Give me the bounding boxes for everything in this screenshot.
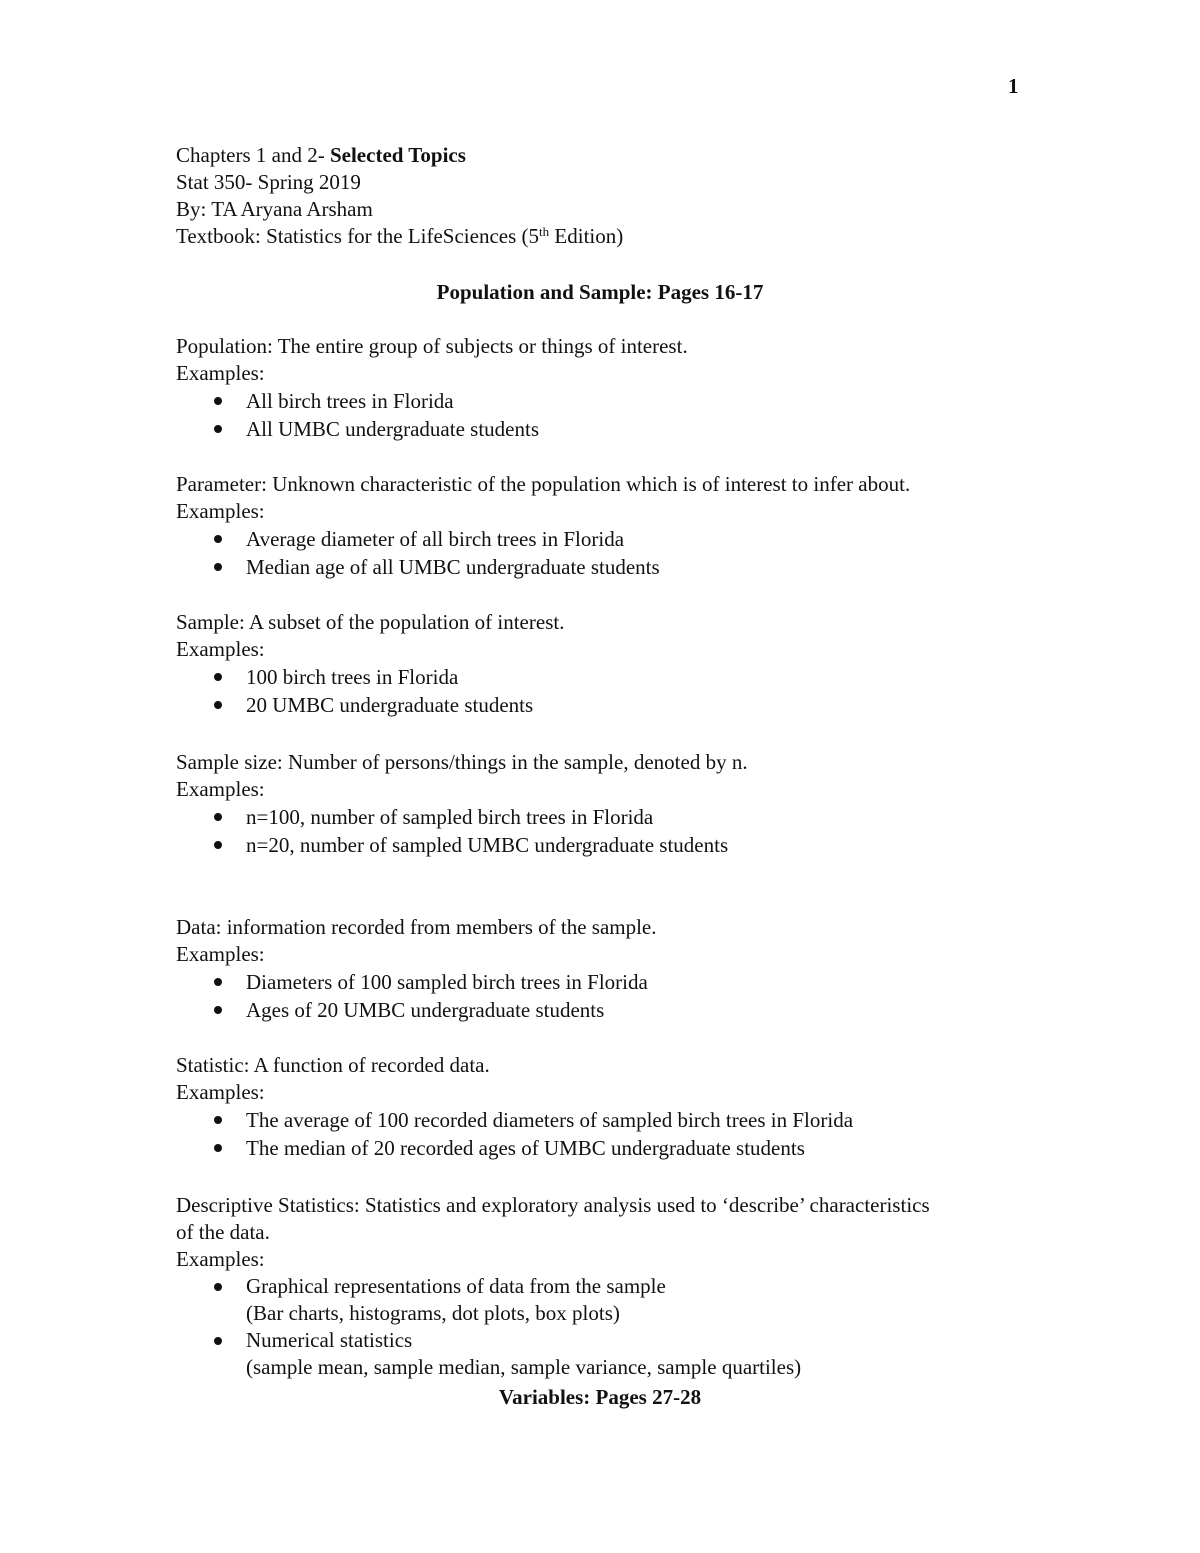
section-parameter bbox=[176, 471, 1036, 581]
list-item-text: Average diameter of all birch trees in Florida bbox=[246, 527, 625, 551]
list-item-text: 20 UMBC undergraduate students bbox=[246, 693, 534, 717]
list-item bbox=[176, 1106, 1036, 1134]
list-item-text: Median age of all UMBC undergraduate students bbox=[246, 555, 660, 579]
bullet-icon bbox=[214, 978, 222, 986]
bullet-icon bbox=[214, 1337, 222, 1345]
examples-label: Examples: bbox=[176, 637, 265, 661]
bullet-icon bbox=[214, 425, 222, 433]
list-item-text: Ages of 20 UMBC undergraduate students bbox=[246, 998, 605, 1022]
list-item bbox=[176, 691, 1036, 719]
population-definition: Population: The entire group of subjects or things of interest. bbox=[176, 334, 688, 358]
heading-population-sample: Population and Sample: Pages 16-17 bbox=[436, 280, 764, 304]
bullet-icon bbox=[214, 1283, 222, 1291]
bullet-list bbox=[176, 525, 1036, 581]
section-statistic bbox=[176, 1052, 1036, 1162]
list-item bbox=[176, 415, 1036, 443]
bullet-icon bbox=[214, 1144, 222, 1152]
descriptive-definition-line2: of the data. bbox=[176, 1220, 270, 1244]
bullet-list bbox=[176, 1273, 1036, 1381]
bullet-list bbox=[176, 663, 1036, 719]
list-item-text: The median of 20 recorded ages of UMBC undergraduate students bbox=[246, 1136, 805, 1160]
descriptive-definition-line1: Descriptive Statistics: Statistics and exploratory analysis used to ‘describe’ characteristics bbox=[176, 1193, 930, 1217]
bullet-icon bbox=[214, 673, 222, 681]
bullet-icon bbox=[214, 1116, 222, 1124]
section-sample-size bbox=[176, 749, 1036, 859]
list-item-text: n=100, number of sampled birch trees in Florida bbox=[246, 805, 654, 829]
bullet-list bbox=[176, 1106, 1036, 1162]
list-item bbox=[176, 663, 1036, 691]
list-item-text: The average of 100 recorded diameters of sampled birch trees in Florida bbox=[246, 1108, 854, 1132]
examples-label: Examples: bbox=[176, 942, 265, 966]
list-item bbox=[176, 968, 1036, 996]
statistic-definition: Statistic: A function of recorded data. bbox=[176, 1053, 490, 1077]
document-header bbox=[176, 142, 623, 250]
sample-size-definition: Sample size: Number of persons/things in the sample, denoted by n. bbox=[176, 750, 748, 774]
section-population bbox=[176, 333, 1036, 443]
list-item bbox=[176, 525, 1036, 553]
textbook-prefix: Textbook: Statistics for the LifeSciences (5 bbox=[176, 224, 540, 248]
section-descriptive-statistics bbox=[176, 1192, 1036, 1381]
bullet-list bbox=[176, 387, 1036, 443]
bullet-icon bbox=[214, 701, 222, 709]
list-item bbox=[176, 1134, 1036, 1162]
examples-label: Examples: bbox=[176, 361, 265, 385]
parameter-definition: Parameter: Unknown characteristic of the population which is of interest to infer about. bbox=[176, 472, 911, 496]
list-item bbox=[176, 1273, 1036, 1327]
list-item bbox=[176, 1327, 1036, 1381]
sample-definition: Sample: A subset of the population of interest. bbox=[176, 610, 565, 634]
list-item-text: Numerical statistics bbox=[246, 1328, 413, 1352]
textbook-superscript: th bbox=[539, 224, 550, 239]
list-item bbox=[176, 553, 1036, 581]
list-item-subtext: (sample mean, sample median, sample variance, sample quartiles) bbox=[246, 1355, 802, 1379]
examples-label: Examples: bbox=[176, 1080, 265, 1104]
examples-label: Examples: bbox=[176, 777, 265, 801]
course-line: Stat 350- Spring 2019 bbox=[176, 170, 361, 194]
list-item bbox=[176, 803, 1036, 831]
page-number: 1 bbox=[1008, 74, 1019, 98]
list-item-text: Graphical representations of data from the sample bbox=[246, 1274, 666, 1298]
list-item-text: n=20, number of sampled UMBC undergraduate students bbox=[246, 833, 729, 857]
list-item-text: All birch trees in Florida bbox=[246, 389, 454, 413]
list-item bbox=[176, 387, 1036, 415]
list-item-text: Diameters of 100 sampled birch trees in Florida bbox=[246, 970, 648, 994]
bullet-icon bbox=[214, 1006, 222, 1014]
bullet-icon bbox=[214, 535, 222, 543]
list-item bbox=[176, 996, 1036, 1024]
examples-label: Examples: bbox=[176, 1247, 265, 1271]
section-sample bbox=[176, 609, 1036, 719]
bullet-icon bbox=[214, 841, 222, 849]
list-item bbox=[176, 831, 1036, 859]
examples-label: Examples: bbox=[176, 499, 265, 523]
textbook-suffix: Edition) bbox=[549, 224, 624, 248]
document-title bbox=[176, 142, 623, 169]
list-item-text: All UMBC undergraduate students bbox=[246, 417, 539, 441]
author-line: By: TA Aryana Arsham bbox=[176, 197, 373, 221]
heading-variables: Variables: Pages 27-28 bbox=[498, 1385, 702, 1409]
data-definition: Data: information recorded from members of the sample. bbox=[176, 915, 657, 939]
list-item-text: 100 birch trees in Florida bbox=[246, 665, 459, 689]
bullet-list bbox=[176, 803, 1036, 859]
bullet-icon bbox=[214, 813, 222, 821]
bullet-list bbox=[176, 968, 1036, 1024]
list-item-subtext: (Bar charts, histograms, dot plots, box plots) bbox=[246, 1301, 620, 1325]
section-data bbox=[176, 914, 1036, 1024]
textbook-line bbox=[176, 223, 623, 250]
bullet-icon bbox=[214, 397, 222, 405]
title-prefix: Chapters 1 and 2- bbox=[176, 143, 330, 167]
bullet-icon bbox=[214, 563, 222, 571]
title-bold: Selected Topics bbox=[329, 143, 466, 167]
